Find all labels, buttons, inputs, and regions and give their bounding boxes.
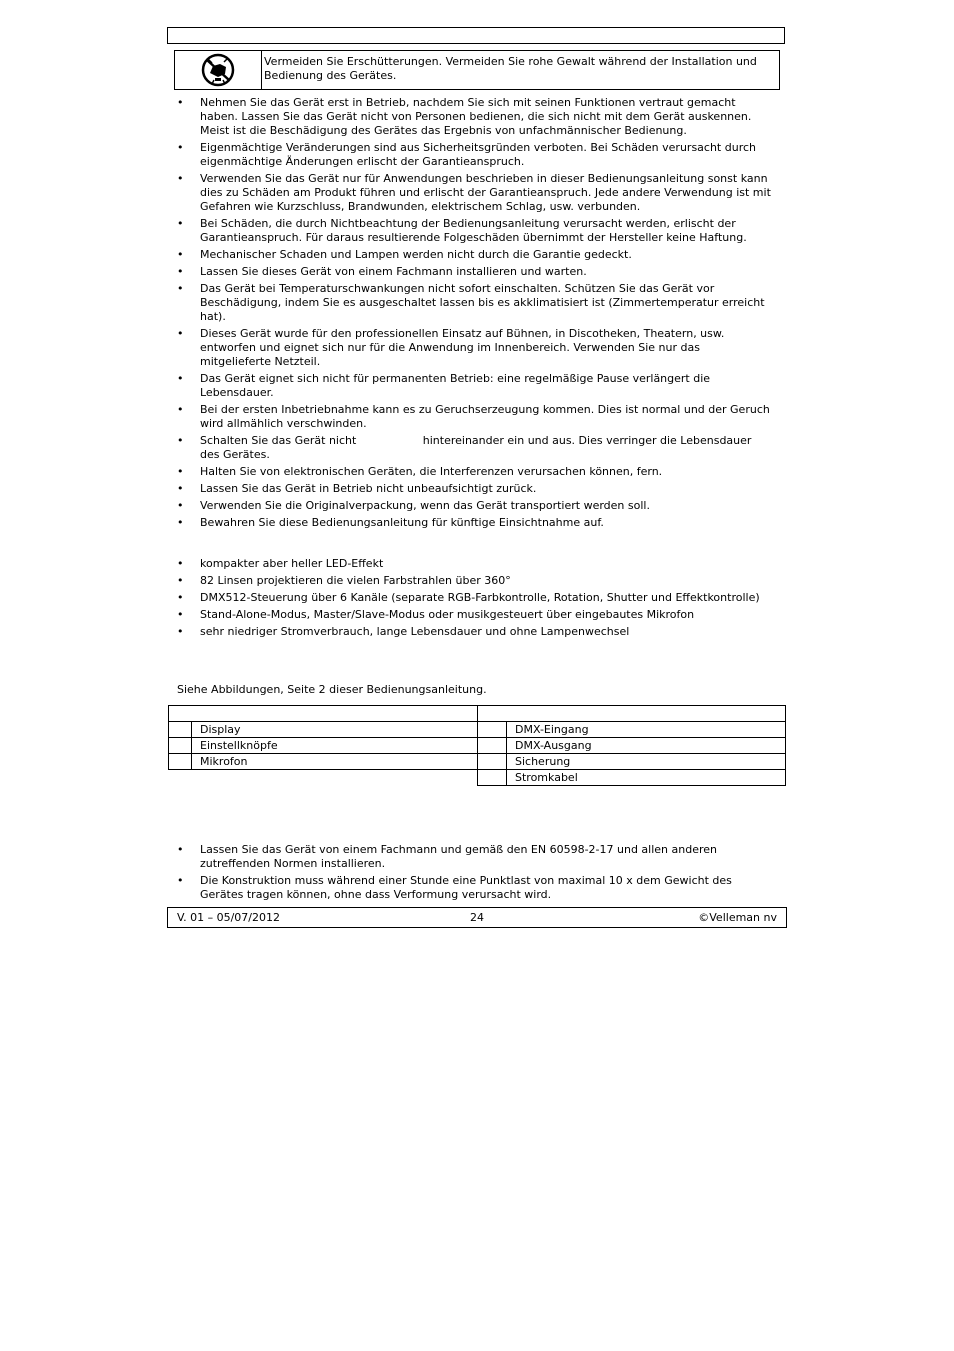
page-footer — [167, 907, 787, 928]
overview-text: Siehe Abbildungen, Seite 2 dieser Bedienungsanleitung. — [177, 683, 487, 696]
table-row — [478, 754, 786, 770]
table-cell: DMX-Eingang — [507, 722, 786, 738]
table-row — [478, 770, 786, 786]
list-item: • kompakter aber heller LED-Effekt — [177, 557, 384, 570]
table-row — [169, 706, 478, 722]
list-item: • Lassen Sie dieses Gerät von einem Fachmann installieren und warten. — [177, 265, 587, 278]
warning-table — [174, 50, 780, 90]
table-row — [169, 738, 478, 754]
list-item: • Stand-Alone-Modus, Master/Slave-Modus oder musikgesteuert über eingebautes Mikrofon — [177, 608, 695, 621]
list-item: • Lassen Sie das Gerät in Betrieb nicht unbeaufsichtigt zurück. — [177, 482, 537, 495]
table-cell — [169, 722, 192, 738]
list-item: • Lassen Sie das Gerät von einem Fachmann und gemäß den EN 60598-2-17 und allen anderen zutreffenden Normen installieren. — [177, 843, 718, 870]
list-item: • Verwenden Sie das Gerät nur für Anwendungen beschrieben in dieser Bedienungsanleitung sonst kann dies zu Schäden am Produkt führen und erlischt der Garantieanspruch. Jede andere Verwendung ist mit Gefahren wie Kurzschluss, Brandwunden, elektrischem Schlag, usw. verbunden. — [177, 172, 771, 213]
installation-list — [174, 843, 774, 905]
parts-table-right — [477, 705, 786, 786]
table-row — [478, 738, 786, 754]
footer-copyright: ©Velleman nv — [698, 911, 777, 924]
features-list — [174, 557, 774, 642]
list-item: • Die Konstruktion muss während einer Stunde eine Punktlast von maximal 10 x dem Gewicht des Gerätes tragen können, ohne dass Verformung verursacht wird. — [177, 874, 732, 901]
table-cell — [478, 754, 507, 770]
no-shock-icon — [200, 53, 236, 87]
table-cell — [169, 738, 192, 754]
table-cell — [169, 754, 192, 770]
list-item: • Das Gerät eignet sich nicht für permanenten Betrieb: eine regelmäßige Pause verlängert die Lebensdauer. — [177, 372, 711, 399]
list-item: • Bewahren Sie diese Bedienungsanleitung für künftige Einsichtnahme auf. — [177, 516, 604, 529]
warning-text: Vermeiden Sie Erschütterungen. Vermeiden Sie rohe Gewalt während der Installation und Bedienung des Gerätes. — [264, 55, 757, 82]
list-item: • Eigenmächtige Veränderungen sind aus Sicherheitsgründen verboten. Bei Schäden verursacht durch eigenmächtige Änderungen erlischt der Garantieanspruch. — [177, 141, 756, 168]
list-item: • Mechanischer Schaden und Lampen werden nicht durch die Garantie gedeckt. — [177, 248, 632, 261]
list-item: • Das Gerät bei Temperaturschwankungen nicht sofort einschalten. Schützen Sie das Gerät vor Beschädigung, indem Sie es ausgeschaltet lassen bis es akklimatisiert ist (Zimmertemperatur erreicht hat). — [177, 282, 765, 323]
list-item: • Bei Schäden, die durch Nichtbeachtung der Bedienungsanleitung verursacht werden, erlischt der Garantieanspruch. Für daraus resultierende Folgeschäden übernimmt der Hersteller keine Haftung. — [177, 217, 747, 244]
list-item: • Dieses Gerät wurde für den professionellen Einsatz auf Bühnen, in Discotheken, Theatern, usw. entworfen und eignet sich nur für die Anwendung im Innenbereich. Verwenden Sie nur das mitgelieferte Netzteil. — [177, 327, 725, 368]
table-cell: Stromkabel — [507, 770, 786, 786]
list-item: • Schalten Sie das Gerät nicht hintereinander ein und aus. Dies verringer die Lebensdauer des Gerätes. — [177, 434, 755, 461]
list-item: • Nehmen Sie das Gerät erst in Betrieb, nachdem Sie sich mit seinen Funktionen vertraut gemacht haben. Lassen Sie das Gerät nicht von Personen bedienen, die sich nicht mit dem Gerät auskennen. Meist ist die Beschädigung des Gerätes das Ergebnis von unfachmännischer Bedienung. — [177, 96, 752, 137]
table-cell — [478, 738, 507, 754]
table-row — [169, 722, 478, 738]
list-item: • 82 Linsen projektieren die vielen Farbstrahlen über 360° — [177, 574, 511, 587]
parts-table-left — [168, 705, 478, 770]
warning-icon-cell — [175, 51, 262, 89]
table-cell — [478, 770, 507, 786]
footer-page-number: 24 — [470, 911, 484, 924]
guidelines-list — [174, 96, 774, 533]
table-cell: Mikrofon — [192, 754, 478, 770]
table-cell — [478, 722, 507, 738]
table-row — [478, 722, 786, 738]
table-row — [478, 706, 786, 722]
table-cell: Einstellknöpfe — [192, 738, 478, 754]
footer-version: V. 01 – 05/07/2012 — [177, 911, 280, 924]
list-item: • Bei der ersten Inbetriebnahme kann es zu Geruchserzeugung kommen. Dies ist normal und der Geruch wird allmählich verschwinden. — [177, 403, 770, 430]
table-cell: Display — [192, 722, 478, 738]
table-cell: DMX-Ausgang — [507, 738, 786, 754]
table-header-cell — [169, 706, 478, 722]
list-item: • sehr niedriger Stromverbrauch, lange Lebensdauer und ohne Lampenwechsel — [177, 625, 630, 638]
list-item: • Verwenden Sie die Originalverpackung, wenn das Gerät transportiert werden soll. — [177, 499, 650, 512]
table-header-cell — [478, 706, 786, 722]
table-cell: Sicherung — [507, 754, 786, 770]
page-header-box — [167, 27, 785, 44]
table-row — [169, 754, 478, 770]
list-item: • Halten Sie von elektronischen Geräten, die Interferenzen verursachen können, fern. — [177, 465, 663, 478]
list-item: • DMX512-Steuerung über 6 Kanäle (separate RGB-Farbkontrolle, Rotation, Shutter und Effektkontrolle) — [177, 591, 760, 604]
